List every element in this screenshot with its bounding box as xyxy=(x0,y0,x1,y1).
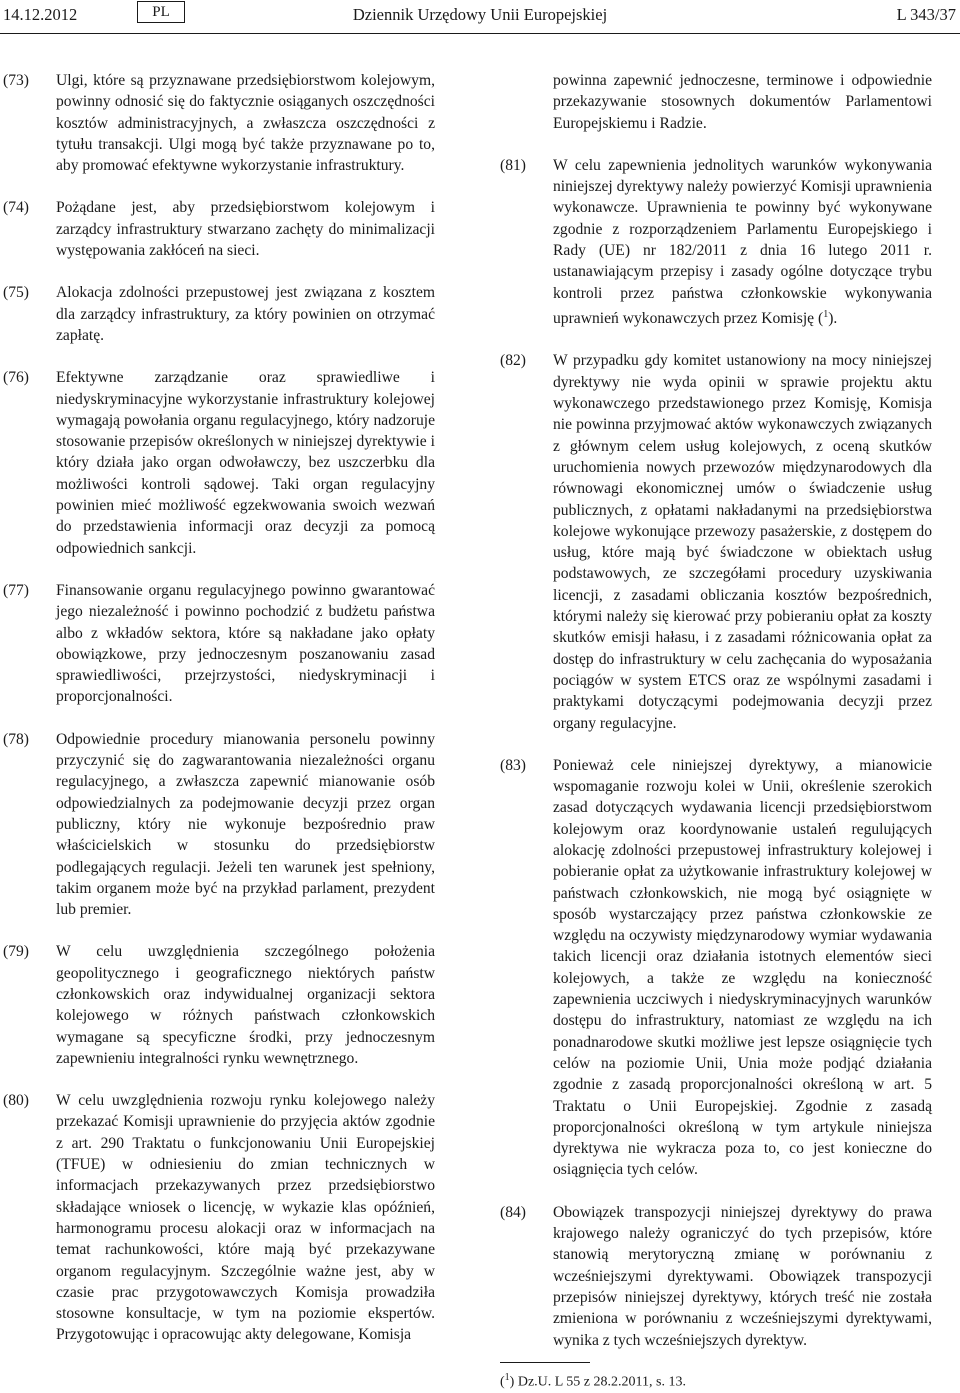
page-reference: L 343/37 xyxy=(896,5,956,24)
recital-number: (79) xyxy=(3,943,29,961)
recital-73 xyxy=(3,70,435,176)
recital-80-continuation: powinna zapewnić jednoczesne, terminowe i odpowiednie przekazywanie stosownych dokumentów Parlamentowi Europejskiemu i Radzie. xyxy=(553,72,932,132)
recital-number: (78) xyxy=(3,730,29,748)
recital-text: W przypadku gdy komitet ustanowiony na mocy niniejszej dyrektywy nie wyda opinii w sprawie projektu aktu wykonawczego przedstawionego przez Komisję, Komisja nie powinna przyjmować aktów wykonawczych związanych z głównym celem usług kolejowych, z oceną skutków uruchomienia nowych przewozów międzynarodowych dla równowagi ekonomicznej umów o świadczenie usług publicznych, z opłatami nakładanymi na przedsiębiorstwa kolejowe wykonujące przewozy pasażerskie, z dostępem do usług, które mają być świadczone w obiektach usług podstawowych, ze szczegółami procedury uzyskiwania licencji, z zasadami obliczania kosztów bezpośrednich, którymi należy się kierować przy pobieraniu opłat za koszty skutków emisji hałasu, i z zasadami różnicowania opłat za dostęp do infrastruktury w celu zachęcania do wyposażania pociągów w system ETCS oraz ze wspólnymi zasadami i praktykami dotyczącymi podejmowania decyzji przez organy regulacyjne. xyxy=(553,352,932,732)
recital-text-body: W celu zapewnienia jednolitych warunków wykonywania niniejszej dyrektywy należy powierzyć Komisji uprawnienia wykonawcze. Uprawnienia te powinny być wykonywane zgodnie z rozporządzeniem Parlamentu Europejskiego i Rady (UE) nr 182/2011 z dnia 16 lutego 2011 r. ustanawiającym przepisy i zasady ogólne dotyczące trybu kontroli przez państwa członkowskie wykonywania uprawnień wykonawczych przez Komisję ( xyxy=(553,156,932,328)
recital-75 xyxy=(3,282,435,346)
recital-83 xyxy=(500,755,932,1181)
footnote-reference[interactable]: 1 xyxy=(823,308,829,320)
recital-81 xyxy=(500,155,932,330)
recital-79 xyxy=(3,941,435,1069)
recital-text: W celu uwzględnienia szczególnego położenia geopolitycznego i geograficznego niektórych państw członkowskich oraz indywidualnej organizacji sektora kolejowego w różnych państwach członkowskich wymagane są specyficzne środki, przy jednoczesnym zapewnieniu integralności rynku wewnętrznego. xyxy=(56,943,435,1067)
recital-number: (73) xyxy=(3,72,29,89)
recital-78 xyxy=(3,729,435,921)
recital-number: (77) xyxy=(3,581,29,599)
recital-text xyxy=(553,155,932,330)
recital-82 xyxy=(500,350,932,733)
recital-number: (81) xyxy=(500,156,526,174)
recital-text: Odpowiednie procedury mianowania personelu powinny przyczynić się do zagwarantowania niezależności organu regulacyjnego, a zwłaszcza zapewnić mianowanie osób odpowiedzialnych za podejmowanie decyzji przez organ publiczny, który nie wykonuje bezpośrednio praw właścicielskich w stosunku do przedsiębiorstw podlegających regulacji. Jeżeli ten warunek jest spełniony, takim organem może być na przykład parlament, prezydent lub premier. xyxy=(56,730,435,919)
recital-text: Ponieważ cele niniejszej dyrektywy, a mianowicie wspomaganie rozwoju kolei w Unii, określenie szerokich zasad dotyczących wydawania licencji przedsiębiorstwom kolejowym oraz koordynowanie ustaleń regulujących alokację zdolności przepustowej infrastruktury kolejowej i pobieranie opłat za użytkowanie infrastruktury kolejowej w państwach członkowskich, nie mogą być osiągnięte w sposób wystarczający przez państwa członkowskie ze względu na oczywisty międzynarodowy wymiar wydawania takich licencji oraz działania istotnych elementów sieci kolejowych, a także ze względu na konieczność zapewnienia uczciwych i niedyskryminacyjnych warunków dostępu do infrastruktury, natomiast ze względu na ich ponadnarodowe skutki możliwe jest lepsze osiągnięcie tych celów na poziomie Unii, Unia może podjąć działania zgodnie z zasadą proporcjonalności określoną w art. 5 Traktatu o Unii Europejskiej. Zgodnie z zasadą proporcjonalności określoną w tym artykule niniejsza dyrektywa nie wykracza poza to, co jest konieczne do osiągnięcia tych celów. xyxy=(553,756,932,1179)
left-column xyxy=(3,70,435,1367)
recital-84 xyxy=(500,1202,932,1351)
recital-text: Ulgi, które są przyznawane przedsiębiorstwom kolejowym, powinny odnosić się do faktycznie osiąganych oszczędności kosztów administracyjnych, a zwłaszcza oszczędności z tytułu transakcji. Ulgi mogą być także przyznawane po to, aby promować efektywne wykorzystanie infrastruktury. xyxy=(56,72,435,175)
recital-text: W celu uwzględnienia rozwoju rynku kolejowego należy przekazać Komisji uprawnienie do przyjęcia aktów zgodnie z art. 290 Traktatu o funkcjonowaniu Unii Europejskiej (TFUE) w odniesieniu do zmian technicznych w informacjach przekazywanych przez przedsiębiorstwo składające wniosek o licencję, w wykazie klas opóźnień, harmonogramu procesu alokacji oraz w informacjach na temat rachunkowości, które mają być przekazywane organom regulacyjnym. Szczególnie ważne jest, aby w czasie prac przygotowawczych Komisja prowadziła stosowne konsultacje, w tym na poziomie ekspertów. Przygotowując i opracowując akty delegowane, Komisja xyxy=(56,1092,435,1344)
right-column xyxy=(500,70,932,1372)
header-divider xyxy=(0,33,960,34)
footnote: ($^1$) Dz.U. L 55 z 28.2.2011, s. 13. xyxy=(500,1372,686,1390)
recital-77 xyxy=(3,580,435,708)
recital-text: Obowiązek transpozycji niniejszej dyrektywy do prawa krajowego należy ograniczyć do tych przepisów, które stanowią merytoryczną zmianę w porównaniu z wcześniejszymi dyrektywami. Obowiązek transpozycji przepisów niniejszej dyrektywy, których treść nie została zmieniona w porównaniu z wcześniejszymi dyrektywami, wynika z tych wcześniejszych dyrektyw. xyxy=(553,1203,932,1349)
recital-number: (74) xyxy=(3,199,29,217)
recital-text: Alokacja zdolności przepustowej jest związana z kosztem dla zarządcy infrastruktury, za który powinien on otrzymać zapłatę. xyxy=(56,284,435,344)
recital-number: (76) xyxy=(3,369,29,387)
recital-80 xyxy=(3,1090,435,1346)
recital-number: (80) xyxy=(3,1092,29,1110)
recital-74 xyxy=(3,197,435,261)
recital-text: Efektywne zarządzanie oraz sprawiedliwe i niedyskryminacyjne wykorzystanie infrastruktury kolejowej wymagają powołania organu regulacyjnego, który nadzoruje stosowanie przepisów określonych w niniejszej dyrektywie i który działa jako organ odwoławczy, bez uszczerbku dla możliwości kontroli sądowej. Taki organ regulacyjny powinien mieć możliwość egzekwowania swoich wezwań do przedstawienia informacji oraz decyzji za pomocą odpowiednich sankcji. xyxy=(56,369,435,557)
language-badge: PL xyxy=(137,1,185,23)
footnote-number: 1 xyxy=(504,1372,510,1383)
footnote-divider xyxy=(500,1362,590,1363)
recital-76 xyxy=(3,367,435,559)
recital-number: (82) xyxy=(500,352,526,370)
recital-text: Pożądane jest, aby przedsiębiorstwom kolejowym i zarządcy infrastruktury stwarzano zachęty do minimalizacji występowania zakłóceń na sieci. xyxy=(56,199,435,260)
recital-text: Finansowanie organu regulacyjnego powinno gwarantować jego niezależność i powinno pochodzić z budżetu państwa albo z wkładów sektora, które są nakładane jako opłaty obowiązkowe, przy jednoczesnym poszanowaniu zasad sprawiedliwości, przejrzystości, niedyskryminacji i proporcjonalności. xyxy=(56,581,435,706)
footnote-text: ) Dz.U. L 55 z 28.2.2011, s. 13. xyxy=(509,1374,686,1390)
recital-number: (75) xyxy=(3,284,29,302)
recital-number: (84) xyxy=(500,1203,526,1221)
publication-date: 14.12.2012 xyxy=(3,5,78,24)
recital-text-tail: ). xyxy=(828,310,838,328)
journal-title: Dziennik Urzędowy Unii Europejskiej xyxy=(352,5,608,24)
recital-number: (83) xyxy=(500,756,526,774)
page-header xyxy=(0,0,960,30)
